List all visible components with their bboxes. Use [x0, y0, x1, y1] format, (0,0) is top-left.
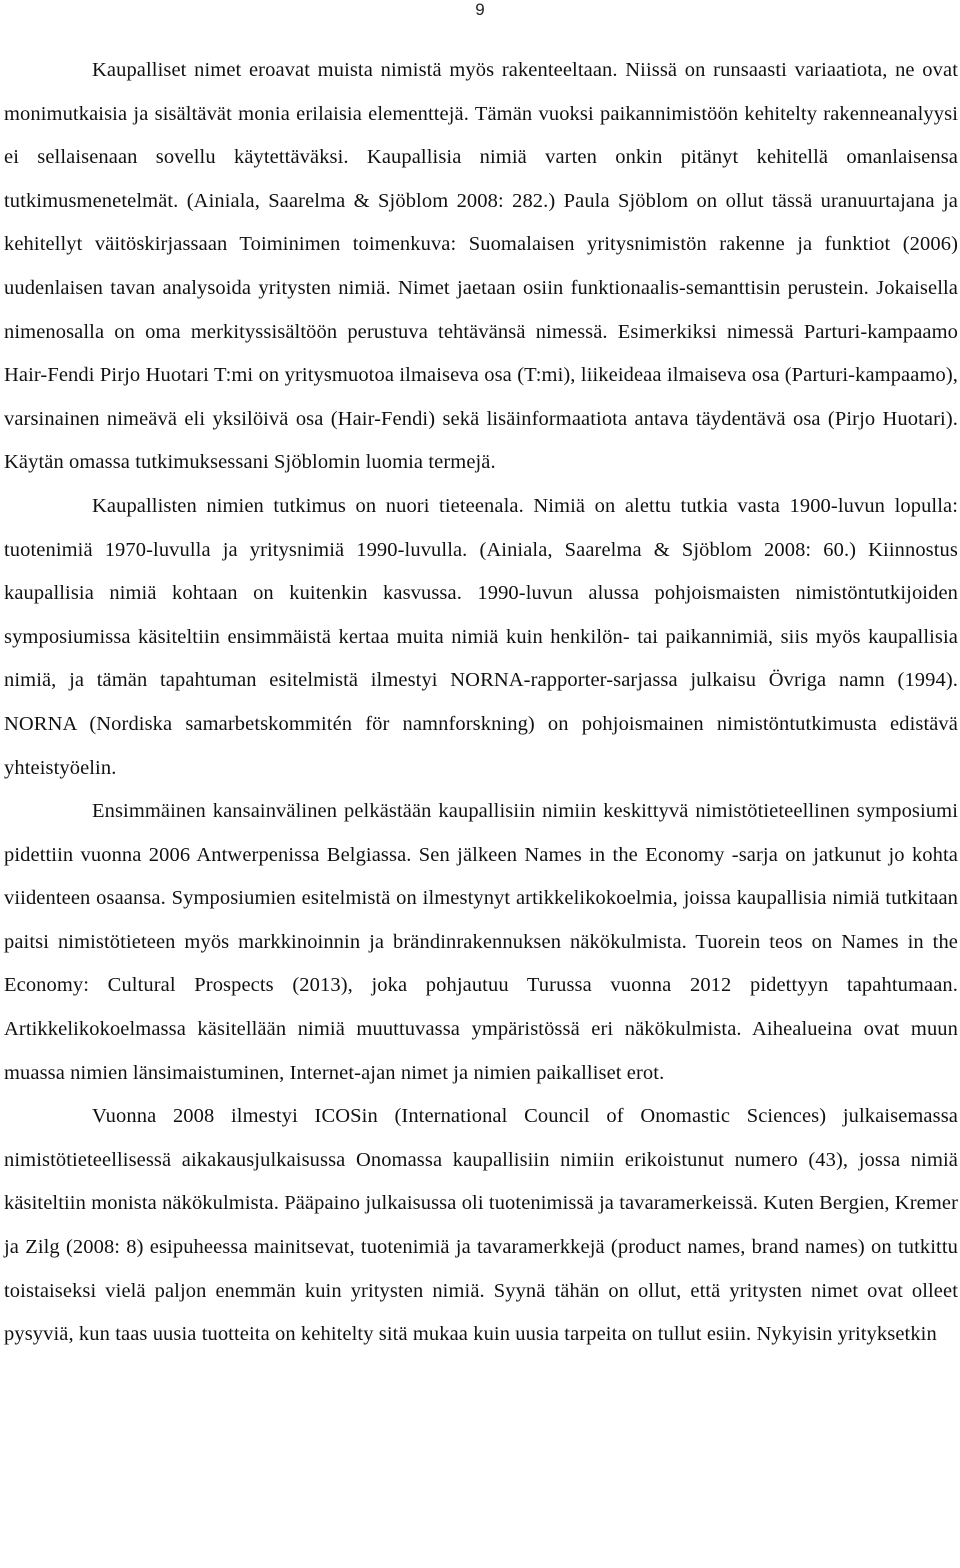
- paragraph-research-history: Kaupallisten nimien tutkimus on nuori tieteenala. Nimiä on alettu tutkia vasta 1900-luvun lopulla: tuotenimiä 1970-luvulla ja yritysnimiä 1990-luvulla. (Ainiala, Saarelma & Sjöblom 2008: 60.) Kiinnostus kaupallisia nimiä kohtaan on kuitenkin kasvussa. 1990-luvun alussa pohjoismaisten nimistöntutkijoiden symposiumissa käsiteltiin ensimmäistä kertaa muita nimiä kuin henkilön- tai paikannimiä, siis myös kaupallisia nimiä, ja tämän tapahtuman esitelmistä ilmestyi NORNA-rapporter-sarjassa julkaisu Övriga namn (1994). NORNA (Nordiska samarbetskommitén för namnforskning) on pohjoismainen nimistöntutkimusta edistävä yhteistyöelin.: [4, 494, 958, 779]
- paragraph-commercial-names-structure: Kaupalliset nimet eroavat muista nimistä myös rakenteeltaan. Niissä on runsaasti variaatiota, ne ovat monimutkaisia ja sisältävät monia erilaisia elementtejä. Tämän vuoksi paikannimistöön kehitelty rakenneanalyysi ei sellaisenaan sovellu käytettäväksi. Kaupallisia nimiä varten onkin pitänyt kehitellä omanlaisensa tutkimusmenetelmät. (Ainiala, Saarelma & Sjöblom 2008: 282.) Paula Sjöblom on ollut tässä uranuurtajana ja kehitellyt väitöskirjassaan Toiminimen toimenkuva: Suomalaisen yritysnimistön rakenne ja funktiot (2006) uudenlaisen tavan analysoida yritysten nimiä. Nimet jaetaan osiin funktionaalis-semanttisin perustein. Jokaisella nimenosalla on oma merkityssisältöön perustuva tehtävänsä nimessä. Esimerkiksi nimessä Parturi-kampaamo Hair-Fendi Pirjo Huotari T:mi on yritysmuotoa ilmaiseva osa (T:mi), liikeideaa ilmaiseva osa (Parturi-kampaamo), varsinainen nimeävä eli yksilöivä osa (Hair-Fendi) sekä lisäinformaatiota antava täydentävä osa (Pirjo Huotari). Käytän omassa tutkimuksessani Sjöblomin luomia termejä.: [4, 59, 958, 474]
- document-body: [4, 49, 958, 1357]
- page-number: 9: [475, 0, 485, 19]
- paragraph-onoma-journal: Vuonna 2008 ilmestyi ICOSin (International Council of Onomastic Sciences) julkaisemassa nimistötieteellisessä aikakausjulkaisussa Onomassa kaupallisiin nimiin erikoistunut numero (43), jossa nimiä käsiteltiin monista näkökulmista. Pääpaino julkaisussa oli tuotenimissä ja tavaramerkeissä. Kuten Bergien, Kremer ja Zilg (2008: 8) esipuheessa mainitsevat, tuotenimiä ja tavaramerkkejä (product names, brand names) on tutkittu toistaiseksi vielä paljon enemmän kuin yritysten nimiä. Syynä tähän on ollut, että yritysten nimet ovat olleet pysyviä, kun taas uusia tuotteita on kehitelty sitä mukaa kuin uusia tarpeita on tullut esiin. Nykyisin yrityksetkin: [4, 1105, 958, 1346]
- paragraph-international-symposium: Ensimmäinen kansainvälinen pelkästään kaupallisiin nimiin keskittyvä nimistötieteellinen symposiumi pidettiin vuonna 2006 Antwerpenissa Belgiassa. Sen jälkeen Names in the Economy -sarja on jatkunut jo kohta viidenteen osaansa. Symposiumien esitelmistä on ilmestynyt artikkelikokoelmia, joissa kaupallisia nimiä tutkitaan paitsi nimistötieteen myös markkinoinnin ja brändinrakennuksen näkökulmista. Tuorein teos on Names in the Economy: Cultural Prospects (2013), joka pohjautuu Turussa vuonna 2012 pidettyyn tapahtumaan. Artikkelikokoelmassa käsitellään nimiä muuttuvassa ympäristössä eri näkökulmista. Aihealueina ovat muun muassa nimien länsimaistuminen, Internet-ajan nimet ja nimien paikalliset erot.: [4, 800, 958, 1084]
